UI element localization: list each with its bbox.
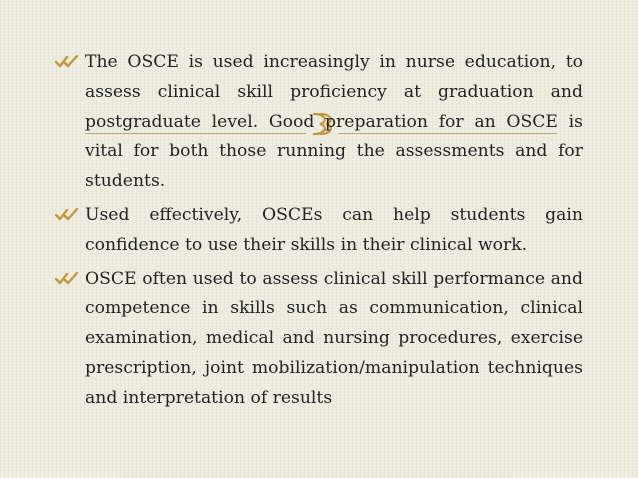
list-item [55, 265, 583, 414]
bullet-text: OSCE often used to assess clinical skill performance and competence in skills such as communication, clinical examination, medical and nursing procedures, exercise prescription, joint mobilization/manipulation techniques and interpretation of results [85, 268, 583, 408]
list-item [55, 48, 583, 197]
double-check-bullet-icon [55, 207, 79, 223]
double-check-bullet-icon [55, 54, 79, 70]
list-item [55, 201, 583, 261]
bullet-text: Used effectively, OSCEs can help students gain confidence to use their skills in their clinical work. [85, 204, 583, 255]
bullet-list [55, 48, 583, 418]
double-check-bullet-icon [55, 271, 79, 287]
bullet-text: The OSCE is used increasingly in nurse education, to assess clinical skill proficiency at graduation and postgraduate level. Good preparation for an OSCE is vital for both those running the assessments and for students. [85, 52, 583, 192]
